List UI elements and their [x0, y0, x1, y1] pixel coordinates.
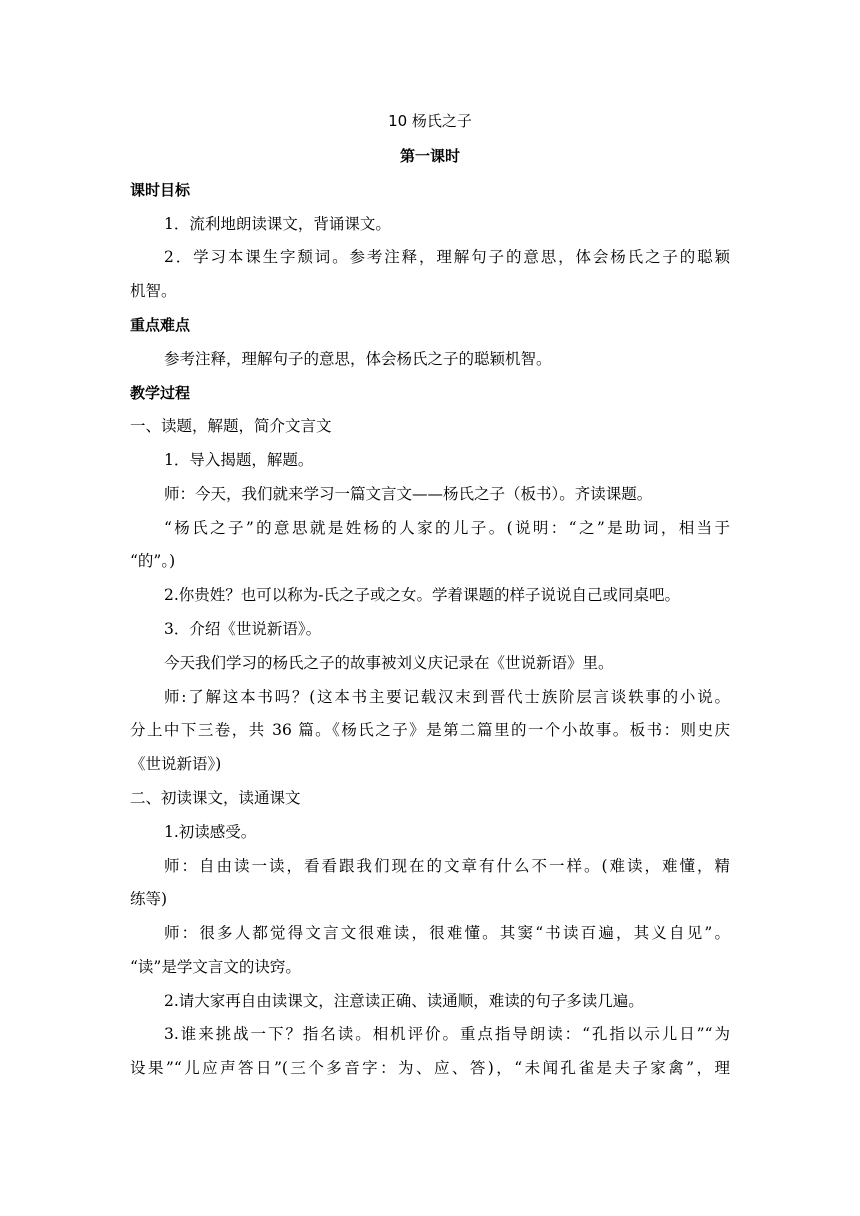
paragraph: 2.你贵姓？也可以称为-氏之子或之女。学着课题的样子说说自己或同桌吧。: [164, 586, 681, 604]
paragraph: 1．导入揭题，解题。: [164, 451, 314, 469]
objective-item-2-cont: 机智。: [130, 282, 177, 300]
section-heading-objectives: 课时目标: [130, 181, 191, 199]
paragraph: 分上中下三卷，共 36 篇。《杨氏之子》是第二篇里的一个小故事。板书：则史庆: [130, 721, 730, 739]
paragraph: “的”。): [130, 552, 176, 570]
objective-item-1: 1．流利地朗读课文，背诵课文。: [164, 215, 391, 233]
paragraph: 师：很多人都觉得文言文很难读，很难懂。其窦“书读百遍，其义自见”。: [164, 924, 730, 942]
paragraph: 今天我们学习的杨氏之子的故事被刘义庆记录在《世说新语》里。: [164, 654, 614, 672]
paragraph: 设果”“儿应声答日”(三个多音字：为、应、答)，“未闻孔雀是夫子家禽”，理: [130, 1059, 730, 1077]
document-title: 10 杨氏之子: [388, 112, 472, 130]
paragraph: 师:了解这本书吗？(这本书主要记载汉末到晋代士族阶层言谈轶事的小说。: [164, 688, 730, 706]
paragraph: 3.谁来挑战一下？指名读。相机评价。重点指导朗读：“孔指以示儿日”“为: [164, 1025, 730, 1043]
paragraph: 3．介绍《世说新语》。: [164, 620, 322, 638]
process-part-1-heading: 一、读题，解题，简介文言文: [130, 417, 332, 435]
paragraph: “读”是学文言文的诀窍。: [130, 958, 301, 976]
paragraph: 《世说新语》): [130, 755, 222, 773]
paragraph: 2.请大家再自由读课文，注意读正确、读通顺，难读的句子多读几遍。: [164, 992, 644, 1010]
paragraph: 练等): [130, 890, 168, 908]
section-heading-key-points: 重点难点: [130, 316, 191, 334]
paragraph: 1.初读感受。: [164, 823, 257, 841]
key-points-text: 参考注释，理解句子的意思，体会杨氏之子的聪颖机智。: [164, 350, 552, 368]
lesson-subtitle: 第一课时: [399, 147, 460, 165]
process-part-2-heading: 二、初读课文，读通课文: [130, 789, 301, 807]
objective-item-2: 2．学习本课生字颓词。参考注释，理解句子的意思，体会杨氏之子的聪颖: [164, 248, 730, 266]
paragraph: 师：今天，我们就来学习一篇文言文——杨氏之子（板书）。齐读课题。: [164, 485, 653, 503]
paragraph: 师：自由读一读，看看跟我们现在的文章有什么不一样。(难读，难懂，精: [164, 857, 730, 875]
paragraph: “杨氏之子”的意思就是姓杨的人家的儿子。(说明：“之”是助词，相当于: [164, 519, 730, 537]
section-heading-process: 教学过程: [130, 384, 191, 402]
